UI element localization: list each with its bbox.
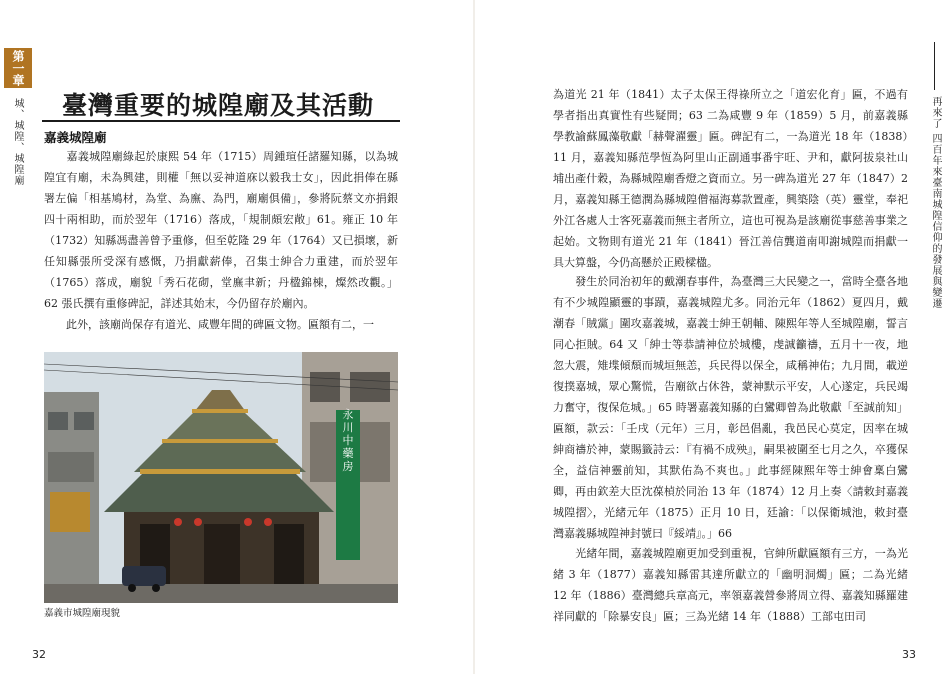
section-heading: 嘉義城隍廟 — [44, 130, 107, 145]
left-paragraph-1: 嘉義城隍廟綠起於康熙 54 年（1715）周鍾瑄任諸羅知縣，以為城隍宜有廟，未為興建，則權「無以妥神道庥以毅我士女」，因此捐俸在縣署左偏「相基鳩材，為堂、為廡、為門，廟廟俱備」，參將阮蔡文亦捐銀四十兩相助，而於翌年（1716）落成，「規制頗宏敞」61。雍正 10 年（1732）知縣馮盡善曾予重修，但至乾隆 29 年（1764）又已損壞，新任知縣張所受深有感慨，乃捐獻薪俸，召集士紳合力重建，而於翌年（1765）落成，廟貌「秀石花砌，堂廡聿新；丹楹錦棟，燦然改觀。」62 張氏撰有重修碑記，詳述其始末，今仍留存於廟內。 — [44, 150, 398, 310]
chapter-tab: 第一章 — [4, 48, 32, 88]
page-title: 臺灣重要的城隍廟及其活動 — [62, 91, 375, 120]
right-paragraph-2: 發生於同治初年的戴潮春事件，為臺灣三大民變之一，當時全臺各地有不少城隍顯靈的事蹟，嘉義城隍尤多。同治元年（1862）夏四月，戴潮春「賊黨」圍攻嘉義城，嘉義士紳王朝輔、陳熙年等人至城隍廟，誓言同心拒賊。64 又「紳士等恭請神位於城樓，虔誠籲禱，五月十一夜，地忽大震，雉堞傾頹而城垣無恙，兵民得以保全，咸稱神佑；九月間，載逆復撲嘉城，眾心驚慌，告廟欲占休咎，蒙神默示平安，人心遂定，兵民竭力奮守，復保危城。」65 時署嘉義知縣的白鸞卿曾為此敬獻「至誠前知」匾額，款云：「壬戌（元年）三月，彰邑倡亂，我邑民心莫定，因率在城紳商禱於神，蒙賜籤詩云：『有禍不成殃』，嗣果被圍至七月之久，卒獲保全，益信神靈前知，其默佑為不爽也。」此事經陳熙年等士紳會稟白鸞卿，再由欽差大臣沈葆楨於同治 13 年（1874）12 月上奏〈請敕封嘉義城隍摺〉，光緒元年（1875）正月 10 日，廷諭：「以保衛城池，敕封臺灣嘉義縣城隍神封號曰『綏靖』。」66 — [553, 275, 908, 540]
right-paragraph-3: 光緒年間，嘉義城隍廟更加受到重視，官紳所獻匾額有三方，一為光緒 3 年（1877）嘉義知縣雷其達所獻立的「幽明洞燭」匾；二為光緒 12 年（1886）臺灣總兵章高元，率領嘉義營參將周立得、嘉義知縣羅建祥同獻的「除暴安良」匾；三為光緒 14 年（1888）工部屯田司 — [553, 547, 908, 623]
temple-photo — [44, 352, 398, 603]
page-number-right: 33 — [902, 648, 916, 661]
shop-sign-text: 永川中藥房 — [342, 408, 354, 473]
page-number-left: 32 — [32, 648, 46, 661]
title-underline — [42, 120, 400, 122]
running-header: 再來了 四百年來臺南城隍信仰的發展與變遷 — [930, 96, 941, 310]
page-gutter — [473, 0, 475, 674]
right-paragraph-1: 為道光 21 年（1841）太子太保王得祿所立之「道宏化育」匾，不過有學者指出真實性有些疑問；63 二為咸豐 9 年（1859）5 月，前嘉義縣學教諭蘇鳳藻敬獻「赫聲濯靈」匾。碑記有二，一為道光 18 年（1838）11 月，嘉義知縣范學恆為阿里山正副通事番宇旺、尹和，獻阿拔泉社山埔出產什穀，為縣城隍廟香燈之資而立。另一碑為道光 27 年（1847）2 月，嘉義知縣王德潤為縣城隍僧福海募款置產，興築陰（英）靈堂，奉祀外江各處人士客死嘉義而無主者所立，這也可視為是該廟從事慈善事業之起始。文物則有道光 21 年（1841）晉江善信龔道南叩謝城隍而捐獻一具大算盤，今仍高懸於正殿樑楹。 — [553, 88, 908, 269]
chapter-subtitle: 城、城隍、城隍廟 — [12, 98, 23, 186]
photo-caption: 嘉義市城隍廟現貌 — [44, 608, 121, 619]
running-header-rule — [934, 42, 935, 90]
left-paragraph-2: 此外，該廟尚保存有道光、咸豐年間的碑匾文物。匾額有二，一 — [44, 318, 374, 331]
